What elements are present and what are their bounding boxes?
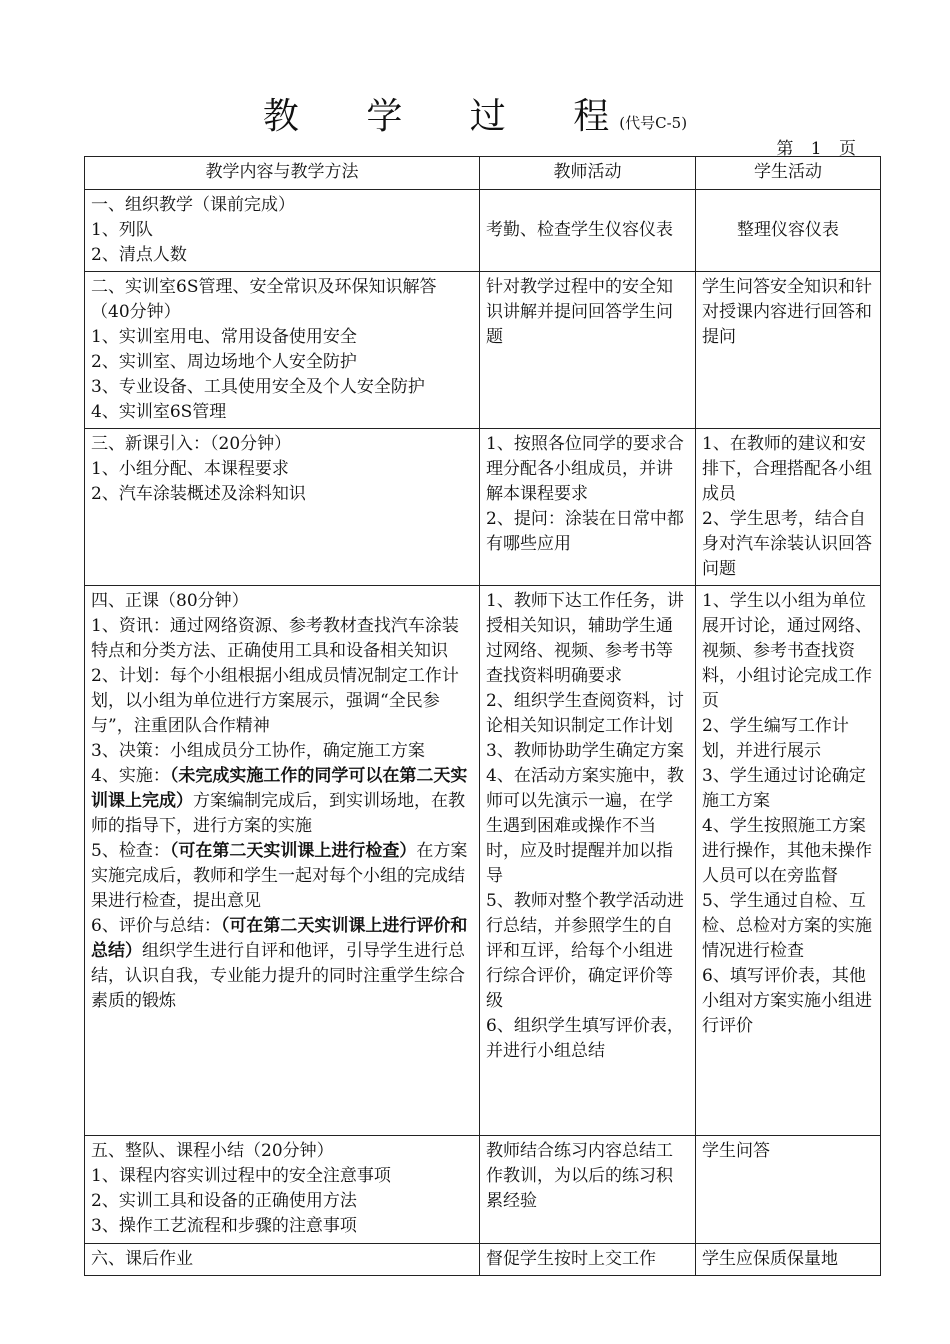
table-row	[85, 429, 881, 586]
student-cell: 学生问答	[696, 1136, 881, 1244]
content-cell	[85, 1136, 480, 1244]
content-bold-text: （可在第二天实训课上进行检查）	[169, 841, 417, 861]
content-cell	[85, 190, 480, 272]
content-text: 4、实施：	[91, 766, 170, 786]
content-line: 1、列队	[91, 220, 153, 240]
title-block	[0, 88, 950, 139]
content-line	[91, 914, 473, 1014]
table-row	[85, 586, 881, 1136]
student-line: 3、学生通过讨论确定施工方案	[702, 766, 866, 811]
content-line: 一、组织教学（课前完成）	[91, 195, 295, 215]
content-cell	[85, 1244, 480, 1276]
content-line	[91, 764, 473, 839]
header-student-activity: 学生活动	[696, 157, 881, 190]
content-line: 1、资讯：通过网络资源、参考教材查找汽车涂装特点和分类方法、正确使用工具和设备相关知识	[91, 616, 459, 661]
teacher-cell: 针对教学过程中的安全知识讲解并提问回答学生问题	[480, 272, 696, 429]
teacher-line: 2、提问：涂装在日常中都有哪些应用	[486, 509, 684, 554]
header-teacher-activity: 教师活动	[480, 157, 696, 190]
teacher-line: 1、按照各位同学的要求合理分配各小组成员，并讲解本课程要求	[486, 434, 684, 504]
content-line: 2、汽车涂装概述及涂料知识	[91, 484, 306, 504]
header-content-method: 教学内容与教学方法	[85, 157, 480, 190]
student-cell	[696, 586, 881, 1136]
content-line: 1、课程内容实训过程中的安全注意事项	[91, 1166, 391, 1186]
table-row	[85, 190, 881, 272]
teaching-process-table	[84, 156, 881, 1276]
student-cell: 学生应保质保量地	[696, 1244, 881, 1276]
page-title: 教 学 过 程	[262, 96, 638, 137]
content-line: 2、清点人数	[91, 245, 187, 265]
content-bold-text: （可在第二天实训课上进行评价和总结）	[91, 916, 468, 961]
content-line: 3、决策：小组成员分工协作，确定施工方案	[91, 741, 425, 761]
table-row	[85, 1244, 881, 1276]
content-line	[91, 839, 473, 914]
teacher-cell: 督促学生按时上交工作	[480, 1244, 696, 1276]
student-line: 2、学生编写工作计划，并进行展示	[702, 716, 849, 761]
content-line: 2、实训工具和设备的正确使用方法	[91, 1191, 357, 1211]
content-line: 1、实训室用电、常用设备使用安全	[91, 327, 357, 347]
teacher-cell	[480, 429, 696, 586]
student-line: 6、填写评价表，其他小组对方案实施小组进行评价	[702, 966, 872, 1036]
content-line: 4、实训室6S管理	[91, 402, 227, 422]
content-text: 6、评价与总结：	[91, 916, 221, 936]
content-line: 五、整队、课程小结（20分钟）	[91, 1141, 334, 1161]
content-text: 组织学生进行自评和他评，引导学生进行总结，认识自我，专业能力提升的同时注重学生综合素质的锻炼	[91, 941, 465, 1011]
content-line: 3、专业设备、工具使用安全及个人安全防护	[91, 377, 425, 397]
content-line: 四、正课（80分钟）	[91, 591, 249, 611]
student-line: 2、学生思考，结合自身对汽车涂装认识回答问题	[702, 509, 872, 579]
student-cell: 学生问答安全知识和针对授课内容进行回答和提问	[696, 272, 881, 429]
content-line: 2、计划：每个小组根据小组成员情况制定工作计划，以小组为单位进行方案展示，强调“全民参与”，注重团队合作精神	[91, 666, 459, 736]
teacher-line: 3、教师协助学生确定方案	[486, 741, 684, 761]
teacher-line: 6、组织学生填写评价表，并进行小组总结	[486, 1016, 684, 1061]
student-line: 4、学生按照施工方案进行操作，其他未操作人员可以在旁监督	[702, 816, 872, 886]
table-row	[85, 272, 881, 429]
content-cell	[85, 586, 480, 1136]
document-code: (代号C-5)	[619, 114, 688, 132]
teacher-cell	[480, 586, 696, 1136]
content-text: 方案编制完成后，到实训场地，在教师的指导下，进行方案的实施	[91, 791, 465, 836]
content-line: 三、新课引入：（20分钟）	[91, 434, 292, 454]
teacher-line: 2、组织学生查阅资料，讨论相关知识制定工作计划	[486, 691, 684, 736]
student-cell: 整理仪容仪表	[696, 190, 881, 272]
content-text: 5、检查：	[91, 841, 170, 861]
student-line: 1、学生以小组为单位展开讨论，通过网络、视频、参考书查找资料，小组讨论完成工作页	[702, 591, 872, 711]
teacher-line: 4、在活动方案实施中，教师可以先演示一遍，在学生遇到困难或操作不当时，应及时提醒并加以指导	[486, 766, 684, 886]
page-number: 第 1 页	[776, 139, 862, 159]
student-line: 1、在教师的建议和安排下，合理搭配各小组成员	[702, 434, 872, 504]
content-bold-text: （未完成实施工作的同学可以在第二天实训课上完成）	[91, 766, 468, 811]
teacher-cell: 教师结合练习内容总结工作教训，为以后的练习积累经验	[480, 1136, 696, 1244]
content-line: 3、操作工艺流程和步骤的注意事项	[91, 1216, 357, 1236]
content-line: 二、实训室6S管理、安全常识及环保知识解答（40分钟）	[91, 277, 437, 322]
content-cell	[85, 272, 480, 429]
content-line: 六、课后作业	[91, 1249, 193, 1269]
student-cell	[696, 429, 881, 586]
content-line: 2、实训室、周边场地个人安全防护	[91, 352, 357, 372]
table-row	[85, 1136, 881, 1244]
student-line: 5、学生通过自检、互检、总检对方案的实施情况进行检查	[702, 891, 872, 961]
content-text: 在方案实施完成后，教师和学生一起对每个小组的完成结果进行检查，提出意见	[91, 841, 468, 911]
teacher-cell: 考勤、检查学生仪容仪表	[480, 190, 696, 272]
teacher-line: 5、教师对整个教学活动进行总结，并参照学生的自评和互评，给每个小组进行综合评价，确定评价等级	[486, 891, 684, 1011]
content-cell	[85, 429, 480, 586]
teacher-line: 1、教师下达工作任务，讲授相关知识，辅助学生通过网络、视频、参考书等查找资料明确要求	[486, 591, 684, 686]
table-header-row	[85, 157, 881, 190]
content-line: 1、小组分配、本课程要求	[91, 459, 289, 479]
